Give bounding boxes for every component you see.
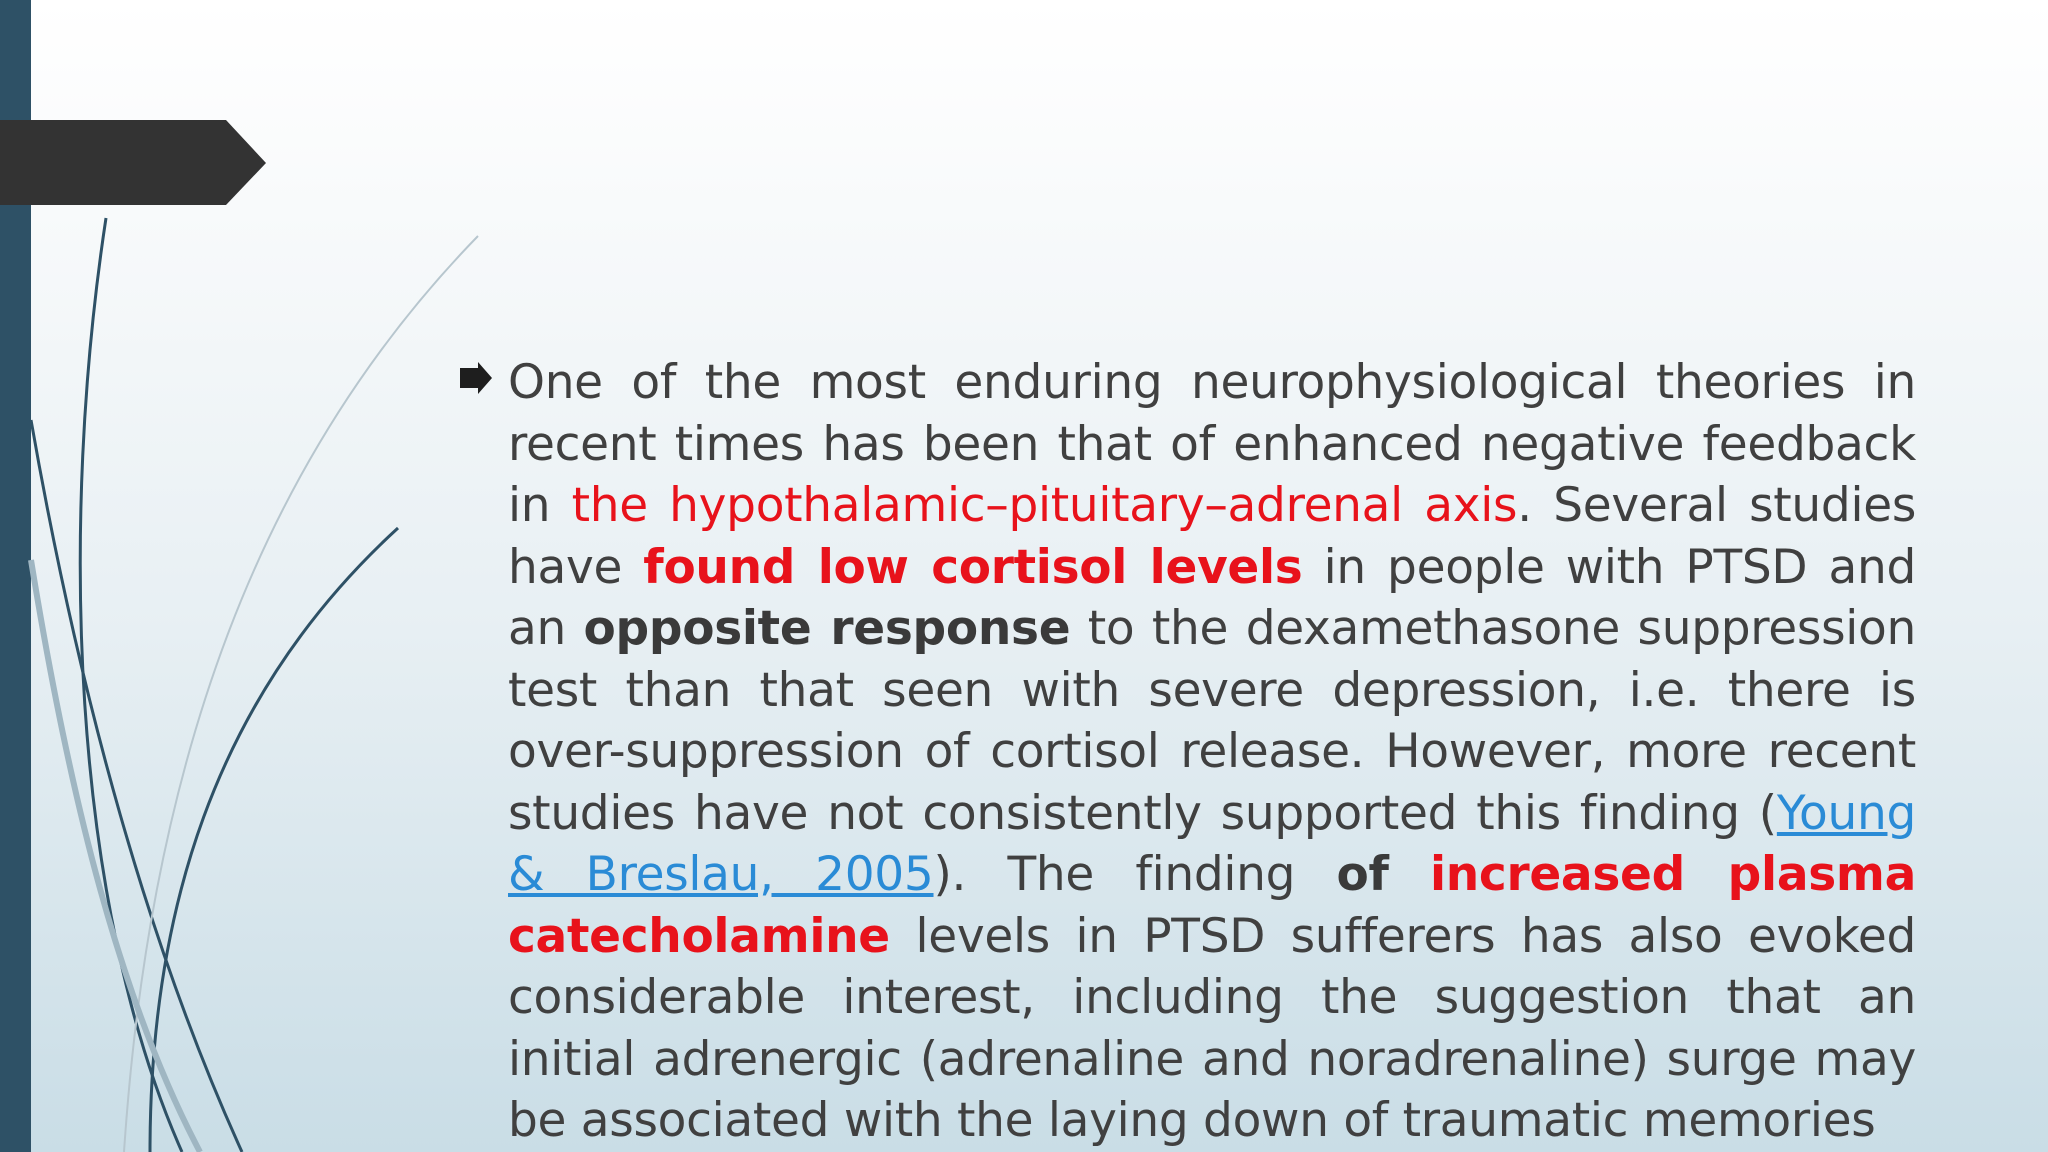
text-segment: . Several studies have (508, 478, 1917, 595)
text-segment: levels in PTSD sufferers has also evoked considerable interest, including the suggestion that an initial adrenergic (adrenaline and noradrenaline) surge may be associated with the laying down of traumatic memories (508, 908, 1916, 1148)
opposite-response-emphasis: opposite response (583, 601, 1071, 656)
citation-link[interactable]: Young & Breslau, 2005 (508, 785, 1916, 902)
arrow-bullet-icon (458, 360, 494, 396)
bullet-content (458, 352, 1918, 1152)
text-segment: in people with PTSD and an (508, 539, 1916, 656)
text-segment (1389, 847, 1430, 902)
low-cortisol-highlight: found low cortisol levels (643, 539, 1303, 595)
catecholamine-highlight: increased plasma catecholamine (508, 847, 1917, 964)
text-segment: to the dexamethasone suppression test than that seen with severe depression, i.e. there is over-suppression of cortisol release. However, more recent studies have not consistently supported this finding ( (508, 601, 1916, 841)
text-segment: ). The finding (933, 847, 1337, 902)
hpa-axis-highlight: the hypothalamic–pituitary–adrenal axis (571, 478, 1518, 533)
of-emphasis: of (1336, 847, 1389, 902)
text-segment: One of the most enduring neurophysiological theories in recent times has been that of enhanced negative feedback in (508, 355, 1916, 533)
bullet-paragraph (508, 352, 1916, 1152)
